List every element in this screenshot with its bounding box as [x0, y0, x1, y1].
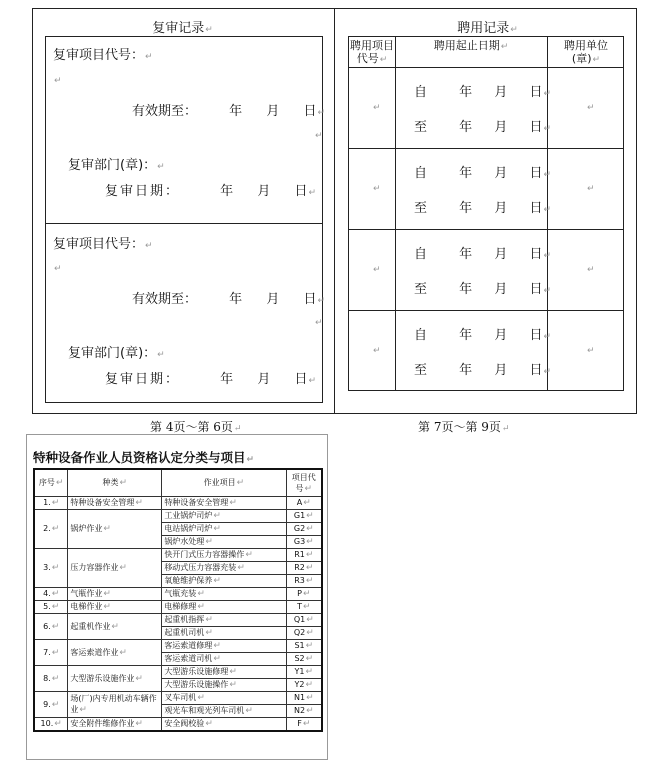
row-item: 快开门式压力容器操作↵ — [162, 549, 286, 562]
employ-date-to-line: 至 年 月 日↵ — [414, 363, 552, 378]
row-code: Q1↵ — [286, 614, 322, 627]
row-category: 客运索道作业↵ — [68, 640, 162, 666]
employ-unit-cell: ↵ — [587, 265, 595, 275]
row-no: 8.↵ — [34, 666, 68, 692]
header-item: 作业项目↵ — [162, 469, 286, 497]
review-dept-label-2: 复审部门(章)：↵ — [68, 346, 165, 361]
qualification-row — [34, 510, 322, 523]
header-no: 序号↵ — [34, 469, 68, 497]
review-code-label-2: 复审项目代号：↵ — [53, 237, 153, 252]
row-item: 锅炉水处理↵ — [162, 536, 286, 549]
row-code: G2↵ — [286, 523, 322, 536]
row-code: N1↵ — [286, 692, 322, 705]
employ-col-line — [395, 36, 396, 391]
row-item: 观光车和观光列车司机↵ — [162, 705, 286, 718]
employ-date-from-line: 自 年 月 日↵ — [414, 166, 552, 181]
employ-code-cell: ↵ — [373, 184, 381, 194]
row-category: 起重机作业↵ — [68, 614, 162, 640]
row-category: 安全附件维修作业↵ — [68, 718, 162, 732]
paragraph-mark: ↵ — [54, 264, 62, 274]
row-code: R1↵ — [286, 549, 322, 562]
row-item: 工业锅炉司炉↵ — [162, 510, 286, 523]
qualification-row — [34, 614, 322, 627]
row-category: 大型游乐设施作业↵ — [68, 666, 162, 692]
row-code: S2↵ — [286, 653, 322, 666]
row-no: 5.↵ — [34, 601, 68, 614]
row-code: R2↵ — [286, 562, 322, 575]
row-item: 客运索道修理↵ — [162, 640, 286, 653]
row-item: 安全阀校验↵ — [162, 718, 286, 732]
row-no: 3.↵ — [34, 549, 68, 588]
review-dept-label-1: 复审部门(章)：↵ — [68, 158, 165, 173]
employ-date-to-line: 至 年 月 日↵ — [414, 282, 552, 297]
row-item: 电梯修理↵ — [162, 601, 286, 614]
row-code: N2↵ — [286, 705, 322, 718]
review-date-line-1: 复审日期： 年 月 日↵ — [105, 180, 316, 199]
qualification-row — [34, 692, 322, 705]
employ-page-caption: 第 7页～第 9页↵ — [418, 420, 510, 434]
qualification-row — [34, 549, 322, 562]
valid-label: 有效期至： — [132, 292, 198, 307]
row-code: Y2↵ — [286, 679, 322, 692]
row-item: 电站锅炉司炉↵ — [162, 523, 286, 536]
date-label: 复审日期： — [105, 372, 181, 387]
row-code: Q2↵ — [286, 627, 322, 640]
employ-unit-cell: ↵ — [587, 103, 595, 113]
employ-row-line — [348, 229, 624, 230]
employ-unit-cell: ↵ — [587, 184, 595, 194]
row-code: F↵ — [286, 718, 322, 732]
employ-row-line — [348, 148, 624, 149]
qualification-row — [34, 588, 322, 601]
header-code: 项目代号↵ — [286, 469, 322, 497]
row-no: 6.↵ — [34, 614, 68, 640]
row-code: A↵ — [286, 497, 322, 510]
employ-date-from-line: 自 年 月 日↵ — [414, 328, 552, 343]
row-code: P↵ — [286, 588, 322, 601]
row-category: 锅炉作业↵ — [68, 510, 162, 549]
row-item: 客运索道司机↵ — [162, 653, 286, 666]
row-code: T↵ — [286, 601, 322, 614]
row-item: 大型游乐设施修理↵ — [162, 666, 286, 679]
employ-header-unit: 聘用单位(章)↵ — [564, 39, 608, 65]
review-code-label-1: 复审项目代号：↵ — [53, 48, 153, 63]
review-page-caption: 第 4页～第 6页↵ — [150, 420, 242, 434]
date-label: 复审日期： — [105, 184, 181, 199]
row-item: 起重机司机↵ — [162, 627, 286, 640]
employ-row-line — [348, 67, 624, 68]
row-no: 2.↵ — [34, 510, 68, 549]
row-no: 4.↵ — [34, 588, 68, 601]
row-item: 叉车司机↵ — [162, 692, 286, 705]
row-no: 10.↵ — [34, 718, 68, 732]
row-no: 7.↵ — [34, 640, 68, 666]
row-category: 特种设备安全管理↵ — [68, 497, 162, 510]
qualification-row — [34, 718, 322, 732]
row-category: 场(厂)内专用机动车辆作业↵ — [68, 692, 162, 718]
row-code: S1↵ — [286, 640, 322, 653]
qualification-title: 特种设备作业人员资格认定分类与项目↵ — [33, 450, 255, 465]
review-valid-line-2: 有效期至： 年 月 日↵ — [132, 288, 325, 307]
row-item: 氧舱维护保养↵ — [162, 575, 286, 588]
row-item: 大型游乐设施操作↵ — [162, 679, 286, 692]
row-category: 电梯作业↵ — [68, 601, 162, 614]
employ-unit-cell: ↵ — [587, 346, 595, 356]
row-code: Y1↵ — [286, 666, 322, 679]
row-item: 移动式压力容器充装↵ — [162, 562, 286, 575]
employ-code-cell: ↵ — [373, 346, 381, 356]
paragraph-mark: ↵ — [315, 131, 323, 141]
review-date-line-2: 复审日期： 年 月 日↵ — [105, 368, 316, 387]
row-item: 特种设备安全管理↵ — [162, 497, 286, 510]
employ-date-from-line: 自 年 月 日↵ — [414, 247, 552, 262]
employ-code-cell: ↵ — [373, 265, 381, 275]
row-code: G3↵ — [286, 536, 322, 549]
employ-date-to-line: 至 年 月 日↵ — [414, 120, 552, 135]
review-valid-line-1: 有效期至： 年 月 日↵ — [132, 100, 325, 119]
header-category: 种类↵ — [68, 469, 162, 497]
employ-code-cell: ↵ — [373, 103, 381, 113]
row-no: 9.↵ — [34, 692, 68, 718]
qualification-row — [34, 666, 322, 679]
records-divider — [334, 8, 335, 414]
row-no: 1.↵ — [34, 497, 68, 510]
row-code: R3↵ — [286, 575, 322, 588]
employ-row-line — [348, 310, 624, 311]
qualification-header-row — [34, 469, 322, 497]
qualification-row — [34, 601, 322, 614]
row-category: 气瓶作业↵ — [68, 588, 162, 601]
row-category: 压力容器作业↵ — [68, 549, 162, 588]
row-code: G1↵ — [286, 510, 322, 523]
qualification-row — [34, 497, 322, 510]
review-divider — [45, 223, 323, 224]
paragraph-mark: ↵ — [54, 76, 62, 86]
valid-label: 有效期至： — [132, 104, 198, 119]
qualification-table — [33, 468, 323, 732]
employ-header-code: 聘用项目代号↵ — [350, 39, 394, 65]
paragraph-mark: ↵ — [315, 318, 323, 328]
employ-header-period: 聘用起止日期↵ — [433, 39, 509, 52]
review-title: 复审记录↵ — [152, 21, 213, 36]
row-item: 起重机指挥↵ — [162, 614, 286, 627]
employ-date-from-line: 自 年 月 日↵ — [414, 85, 552, 100]
employ-title: 聘用记录↵ — [457, 21, 518, 36]
qualification-row — [34, 640, 322, 653]
employ-date-to-line: 至 年 月 日↵ — [414, 201, 552, 216]
row-item: 气瓶充装↵ — [162, 588, 286, 601]
